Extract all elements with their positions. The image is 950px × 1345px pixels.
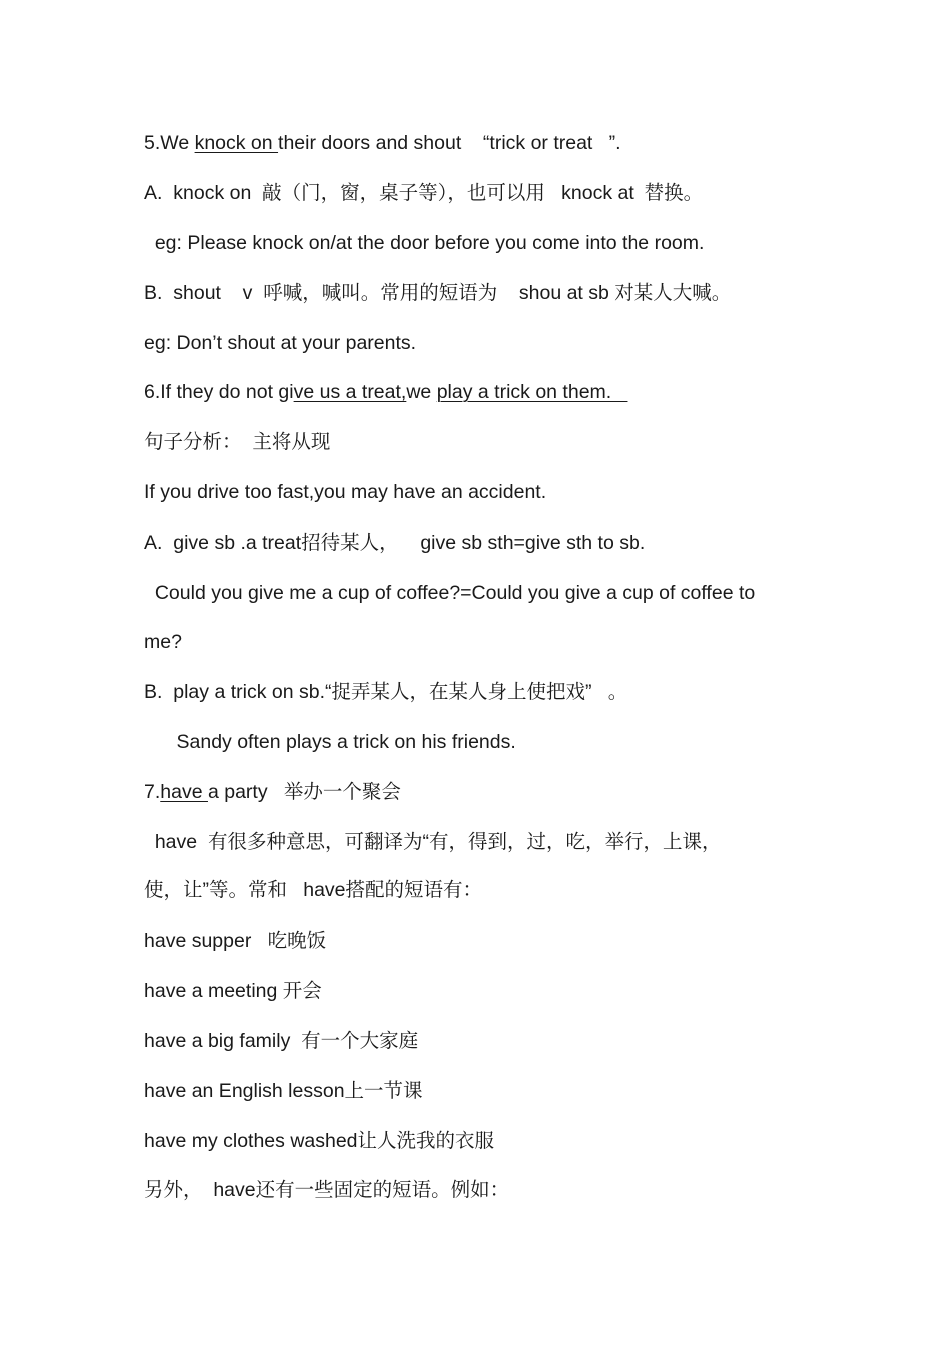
text-line — [144, 978, 322, 1004]
text-segment: have 有很多种意思，可翻译为“有，得到，过，吃，举行，上课， — [144, 831, 722, 853]
text-segment: Sandy often plays a trick on his friends. — [144, 731, 516, 753]
text-line — [144, 280, 731, 306]
text-segment: eg: Don’t shout at your parents. — [144, 332, 417, 354]
underlined-text: ve us a treat, — [293, 381, 407, 403]
text-line — [144, 479, 546, 505]
text-segment: Could you give me a cup of coffee?=Could you give a cup of coffee to — [144, 582, 756, 604]
text-line — [144, 530, 645, 556]
text-segment: we — [406, 381, 437, 403]
text-line — [144, 729, 516, 755]
text-segment: 7. — [144, 781, 161, 803]
underlined-text: play a trick on them. — [436, 381, 628, 403]
text-segment: 6.If they do not gi — [144, 381, 294, 403]
text-segment: B. shout v 呼喊，喊叫。常用的短语为 shou at sb 对某人大喊。 — [144, 282, 732, 304]
text-line — [144, 928, 326, 954]
text-line — [144, 130, 621, 156]
text-line — [144, 679, 627, 705]
text-line — [144, 829, 721, 855]
text-segment: have a big family 有一个大家庭 — [144, 1030, 419, 1052]
underlined-text: knock on — [194, 132, 279, 154]
text-segment: B. play a trick on sb.“捉弄某人，在某人身上使把戏” 。 — [144, 681, 628, 703]
text-line — [144, 429, 330, 455]
text-segment: me? — [144, 631, 182, 653]
text-segment: If you drive too fast,you may have an accident. — [144, 481, 547, 503]
text-line — [144, 180, 703, 206]
text-line — [144, 629, 182, 655]
text-line — [144, 1128, 494, 1154]
text-segment: A. give sb .a treat招待某人， give sb sth=give sth to sb. — [144, 532, 646, 554]
text-segment: 另外， have还有一些固定的短语。例如： — [144, 1179, 510, 1201]
text-segment: have an English lesson上一节课 — [144, 1080, 423, 1102]
text-line — [144, 1177, 509, 1203]
text-segment: have my clothes washed让人洗我的衣服 — [144, 1130, 495, 1152]
text-segment: A. knock on 敲（门，窗，桌子等），也可以用 knock at 替换。 — [144, 182, 704, 204]
text-line — [144, 330, 416, 356]
text-line — [144, 877, 482, 903]
text-line — [144, 1078, 423, 1104]
text-line — [144, 779, 401, 805]
underlined-text: have — [160, 781, 208, 803]
text-segment: their doors and shout “trick or treat ”. — [278, 132, 621, 154]
text-segment: have a meeting 开会 — [144, 980, 322, 1002]
text-segment: eg: Please knock on/at the door before you come into the room. — [144, 232, 705, 254]
text-segment: 5.We — [144, 132, 195, 154]
text-segment: 使，让”等。常和 have搭配的短语有： — [144, 879, 483, 901]
text-line — [144, 1028, 418, 1054]
text-line — [144, 230, 704, 256]
text-segment: 句子分析： 主将从现 — [144, 431, 331, 453]
text-line — [144, 379, 627, 405]
text-line — [144, 580, 755, 606]
text-segment: a party 举办一个聚会 — [207, 781, 401, 803]
text-segment: have supper 吃晚饭 — [144, 930, 327, 952]
